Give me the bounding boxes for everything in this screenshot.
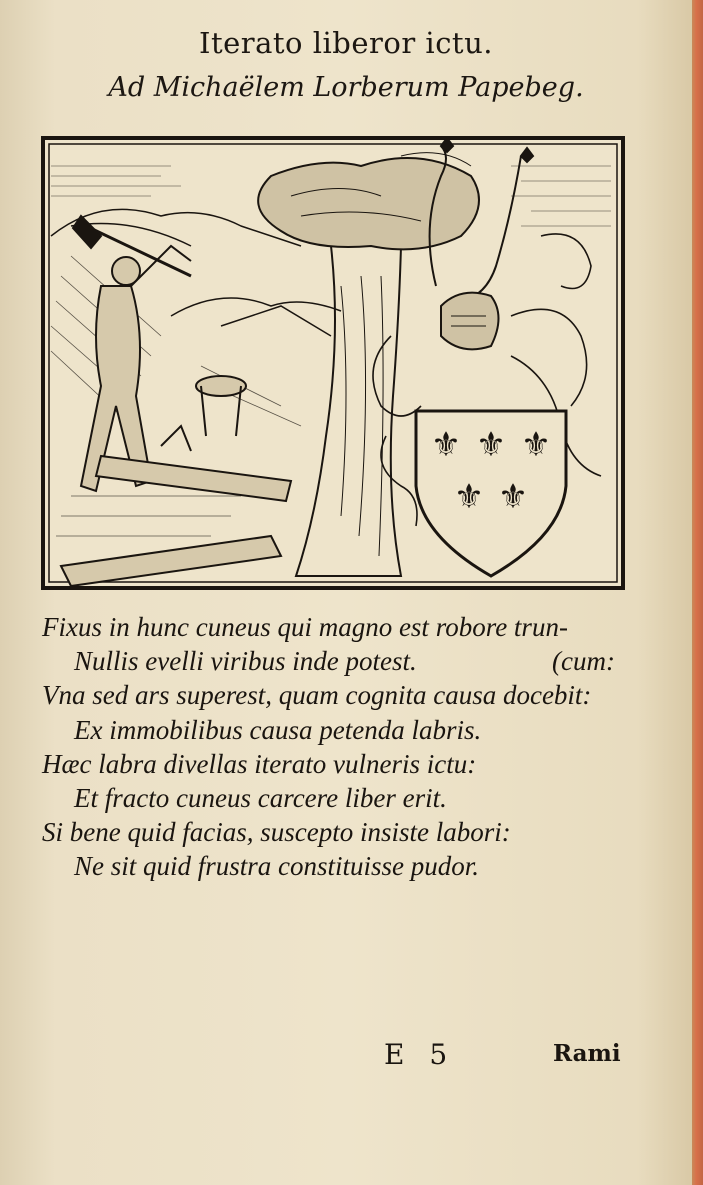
- emblem-dedication: Ad Michaëlem Lorberum Papebeg.: [108, 72, 584, 103]
- catchword: Rami: [553, 1040, 621, 1067]
- svg-text:⚜: ⚜: [497, 477, 529, 517]
- verse-line-5: Hæc labra divellas iterato vulneris ictu:: [42, 748, 477, 779]
- verse-line-1: Fixus in hunc cuneus qui magno est robore trun-: [42, 612, 568, 642]
- woodcut-illustration: [41, 136, 625, 590]
- emblem-verse: [42, 610, 642, 884]
- verse-line-6: Et fracto cuneus carcere liber erit.: [74, 782, 447, 813]
- emblem-title: Iterato liberor ictu.: [198, 26, 493, 60]
- verse-line-2: [42, 644, 642, 678]
- svg-text:⚜: ⚜: [475, 425, 507, 465]
- verse-line-2-text: Nullis evelli viribus inde potest.: [74, 646, 417, 677]
- svg-text:⚜: ⚜: [453, 477, 485, 517]
- page-edge: [692, 0, 703, 1185]
- svg-text:⚜: ⚜: [520, 425, 552, 465]
- verse-line-4: Ex immobilibus causa petenda labris.: [74, 714, 482, 745]
- svg-text:⚜: ⚜: [430, 425, 462, 465]
- verse-continuation: (cum:: [552, 646, 615, 677]
- verse-line-8: Ne sit quid frustra constituisse pudor.: [74, 851, 480, 882]
- verse-line-3: Vna sed ars superest, quam cognita causa docebit:: [42, 680, 592, 711]
- signature-mark: E 5: [384, 1038, 456, 1071]
- verse-line-7: Si bene quid facias, suscepto insiste labori:: [42, 817, 511, 848]
